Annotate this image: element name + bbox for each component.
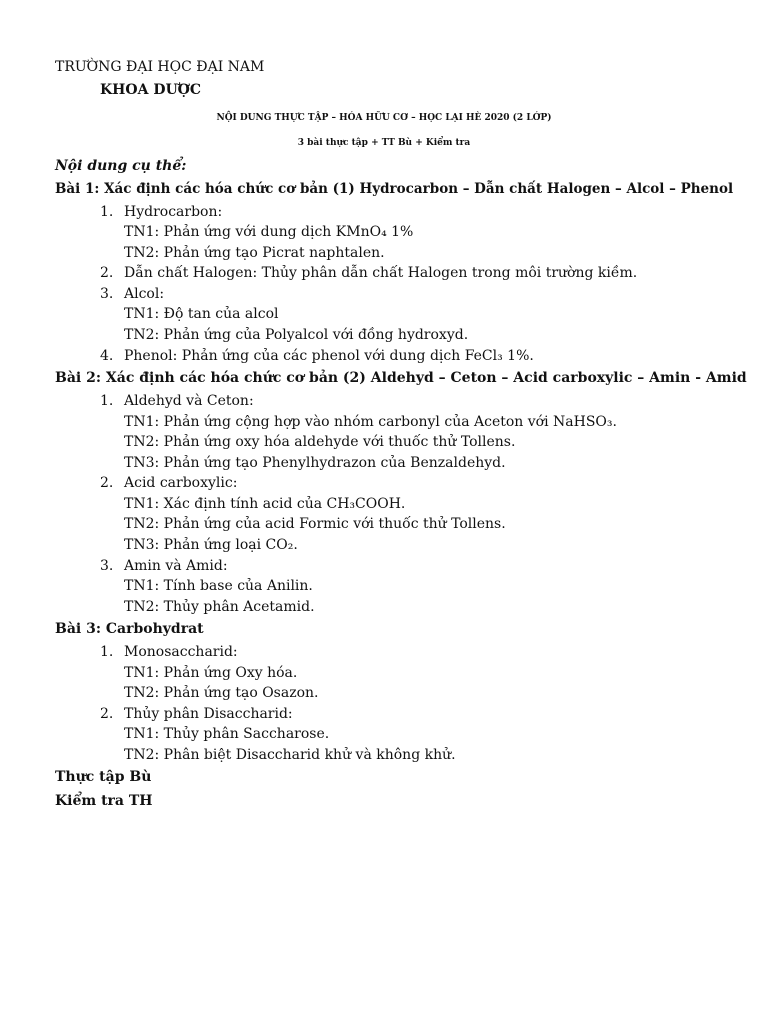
test-item: TN3: Phản ứng loại CO₂.: [124, 537, 298, 553]
list-number: 1.: [100, 644, 114, 660]
test-item: TN1: Thủy phân Saccharose.: [124, 726, 330, 742]
test-item: TN1: Phản ứng Oxy hóa.: [124, 665, 298, 681]
test-item: TN2: Phản ứng tạo Osazon.: [124, 685, 319, 701]
list-number: 3.: [100, 558, 114, 574]
faculty-name: KHOA DƯỢC: [100, 82, 202, 98]
test-item: TN2: Phản ứng oxy hóa aldehyde với thuốc thử Tollens.: [124, 434, 516, 450]
list-item: Aldehyd và Ceton:: [124, 393, 254, 409]
test-item: TN2: Phản ứng của acid Formic với thuốc thử Tollens.: [124, 516, 506, 532]
list-item: Amin và Amid:: [124, 558, 228, 574]
intro-heading: Nội dung cụ thể:: [55, 158, 187, 174]
test-item: TN1: Phản ứng với dung dịch KMnO₄ 1%: [124, 224, 414, 240]
test-item: TN2: Phản ứng của Polyalcol với đồng hydroxyd.: [124, 327, 469, 343]
test-item: TN3: Phản ứng tạo Phenylhydrazon của Benzaldehyd.: [124, 455, 506, 471]
lesson-2-title: Bài 2: Xác định các hóa chức cơ bản (2) Aldehyd – Ceton – Acid carboxylic – Amin - Amid: [55, 370, 747, 386]
test-item: TN1: Xác định tính acid của CH₃COOH.: [124, 496, 406, 512]
test-item: TN1: Tính base của Anilin.: [124, 578, 313, 594]
test-item: TN2: Thủy phân Acetamid.: [124, 599, 315, 615]
list-number: 1.: [100, 393, 114, 409]
list-number: 1.: [100, 204, 114, 220]
lesson-1-title: Bài 1: Xác định các hóa chức cơ bản (1) Hydrocarbon – Dẫn chất Halogen – Alcol – Phenol: [55, 181, 734, 197]
list-item: Phenol: Phản ứng của các phenol với dung dịch FeCl₃ 1%.: [124, 348, 534, 364]
document-title: NỘI DUNG THỰC TẬP – HÓA HỮU CƠ – HỌC LẠI HÈ 2020 (2 LỚP): [216, 113, 552, 123]
list-item: Monosaccharid:: [124, 644, 238, 660]
list-number: 4.: [100, 348, 114, 364]
list-item: Dẫn chất Halogen: Thủy phân dẫn chất Halogen trong môi trường kiềm.: [124, 265, 638, 281]
test-item: TN1: Phản ứng cộng hợp vào nhóm carbonyl của Aceton với NaHSO₃.: [124, 414, 617, 430]
document-subtitle: 3 bài thực tập + TT Bù + Kiểm tra: [297, 138, 471, 148]
list-item: Hydrocarbon:: [124, 204, 223, 220]
test-item: TN2: Phân biệt Disaccharid khử và không khử.: [124, 747, 456, 763]
lesson-3-title: Bài 3: Carbohydrat: [55, 621, 204, 637]
list-number: 2.: [100, 265, 114, 281]
university-name: TRƯỜNG ĐẠI HỌC ĐẠI NAM: [55, 59, 265, 75]
list-number: 2.: [100, 475, 114, 491]
list-item: Acid carboxylic:: [124, 475, 238, 491]
list-item: Alcol:: [124, 286, 165, 302]
test-item: TN1: Độ tan của alcol: [124, 306, 279, 322]
list-number: 2.: [100, 706, 114, 722]
list-number: 3.: [100, 286, 114, 302]
makeup-session: Thực tập Bù: [55, 769, 152, 785]
test-item: TN2: Phản ứng tạo Picrat naphtalen.: [124, 245, 385, 261]
practical-exam: Kiểm tra TH: [55, 793, 153, 809]
list-item: Thủy phân Disaccharid:: [124, 706, 293, 722]
